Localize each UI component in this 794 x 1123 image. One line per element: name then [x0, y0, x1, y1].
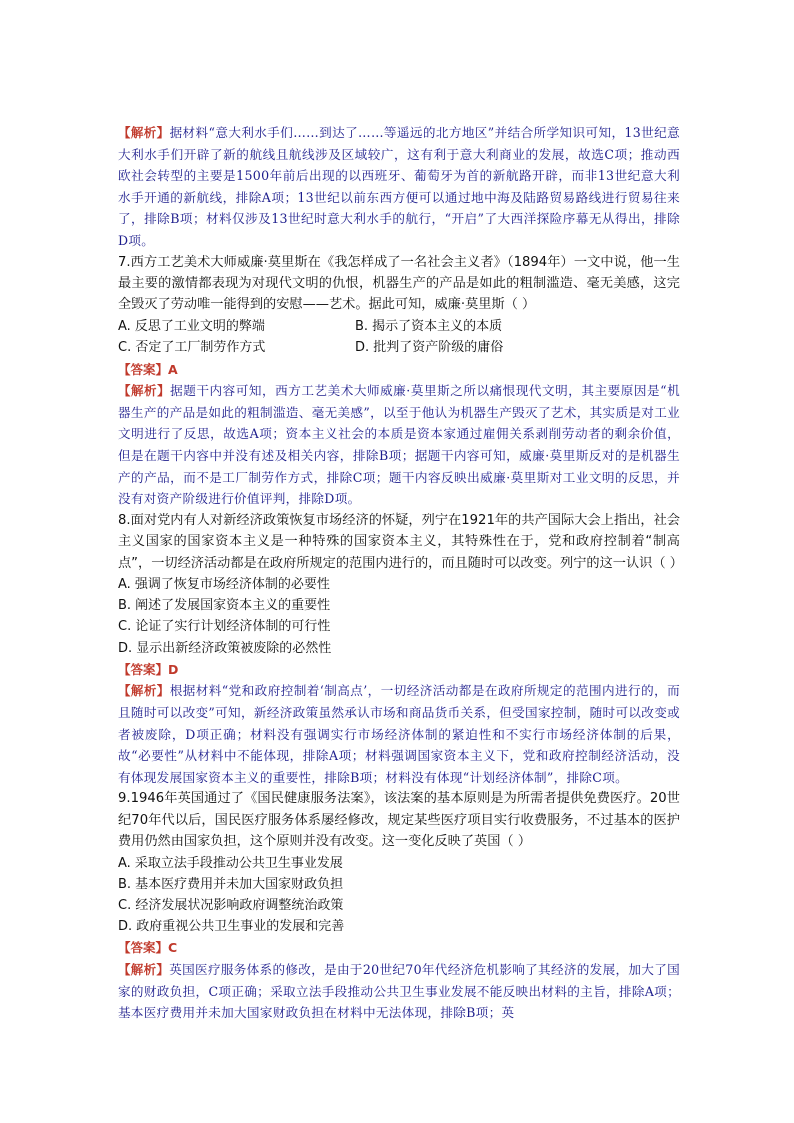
q7-option-b: B. 揭示了资本主义的本质 — [355, 318, 503, 334]
analysis-tag: 【解析】 — [118, 961, 170, 977]
q6-analysis — [118, 122, 680, 252]
q9-option-a: A. 采取立法手段推动公共卫生事业发展 — [118, 855, 343, 871]
q8-stem: 8.面对党内有人对新经济政策恢复市场经济的怀疑，列宁在1921年的共产国际大会上指出，社会主义国家的国家资本主义是一种特殊的国家资本主义，其特殊性在于，党和政府控制着“制高点”，一切经济活动都是在政府所规定的范围内进行的，而且随时可以改变。列宁的这一认识（ ） — [118, 512, 683, 571]
q8-answer — [118, 659, 680, 681]
q9-answer — [118, 937, 680, 959]
q9-option-d: D. 政府重视公共卫生事业的发展和完善 — [118, 919, 345, 935]
answer-value: D — [168, 661, 179, 677]
q8-option-b: B. 阐述了发展国家资本主义的重要性 — [118, 598, 331, 614]
analysis-text: 据题干内容可知，西方工艺美术大师威廉·莫里斯之所以痛恨现代文明，其主要原因是“机器生产的产品是如此的粗制滥造、毫无美感”，以至于他认为机器生产毁灭了艺术，其实质是对工业文明进行了反思，故选A项；资本主义社会的本质是资本家通过雇佣关系剥削劳动者的剩余价值，但是在题干内容中并没有述及相关内容，排除B项；据题干内容可知，威廉·莫里斯反对的是机器生产的产品，而不是工厂制劳作方式，排除C项；题干内容反映出威廉·莫里斯对工业文明的反思，并没有对资产阶级进行价值评判，排除D项。 — [118, 383, 680, 507]
analysis-tag: 【解析】 — [118, 683, 170, 699]
answer-value: C — [168, 940, 178, 956]
analysis-text: 根据材料“党和政府控制着‘制高点’，一切经济活动都是在政府所规定的范围内进行的，而且随时可以改变”可知，新经济政策虽然承认市场和商品货币关系，但受国家控制，随时可以改变或者被废除，D项正确；材料没有强调实行市场经济体制的紧迫性和不实行市场经济体制的后果，故“必要性”从材料中不能体现，排除A项；材料强调国家资本主义下，党和政府控制经济活动，没有体现发展国家资本主义的重要性，排除B项；材料没有体现“计划经济体制”，排除C项。 — [118, 683, 680, 785]
q8-option-a: A. 强调了恢复市场经济体制的必要性 — [118, 576, 330, 592]
analysis-tag: 【解析】 — [118, 125, 170, 140]
q9-option-b: B. 基本医疗费用并未加大国家财政负担 — [118, 876, 344, 892]
q9-analysis — [118, 959, 680, 1024]
q7-options — [118, 316, 680, 359]
q7-analysis — [118, 380, 680, 510]
analysis-tag: 【解析】 — [118, 383, 171, 399]
answer-tag: 【答案】 — [118, 661, 169, 677]
q8-analysis — [118, 680, 680, 788]
q7-option-c: C. 否定了工厂制劳作方式 — [118, 340, 266, 356]
q9-option-c: C. 经济发展状况影响政府调整统治政策 — [118, 897, 344, 913]
analysis-text: 英国医疗服务体系的修改，是由于20世纪70年代经济危机影响了其经济的发展，加大了国家的财政负担，C项正确；采取立法手段推动公共卫生事业发展不能反映出材料的主旨，排除A项；基本医疗费用并未加大国家财政负担在材料中无法体现，排除B项；英 — [118, 961, 680, 1021]
document-page — [118, 122, 683, 1024]
q7-answer — [118, 359, 680, 381]
q7-stem: 7.西方工艺美术大师威廉·莫里斯在《我怎样成了一名社会主义者》（1894年）一文中说，他一生最主要的激情都表现为对现代文明的仇恨，机器生产的产品是如此的粗制滥造、毫无美感，这完全毁灭了劳动唯一能得到的安慰——艺术。据此可知，威廉·莫里斯（ ） — [118, 254, 680, 313]
answer-value: A — [168, 361, 178, 377]
q9-stem: 9.1946年英国通过了《国民健康服务法案》，该法案的基本原则是为所需者提供免费医疗。20世纪70年代以后，国民医疗服务体系屡经修改，规定某些医疗项目实行收费服务，不过基本的医护费用仍然由国家负担，这个原则并没有改变。这一变化反映了英国（ ） — [118, 791, 680, 850]
answer-tag: 【答案】 — [118, 940, 169, 956]
q8-option-c: C. 论证了实行计划经济体制的可行性 — [118, 619, 331, 635]
q8-option-d: D. 显示出新经济政策被废除的必然性 — [118, 640, 332, 656]
q7-option-a: A. 反思了工业文明的弊端 — [118, 318, 265, 334]
analysis-text: 据材料“意大利水手们……到达了……等遥远的北方地区”并结合所学知识可知，13世纪意大利水手们开辟了新的航线且航线涉及区域较广，这有利于意大利商业的发展，故选C项；推动西欧社会转型的主要是1500年前后出现的以西班牙、葡萄牙为首的新航路开辟，而非13世纪意大利水手开通的新航线，排除A项；13世纪以前东西方便可以通过地中海及陆路贸易路线进行贸易往来了，排除B项；材料仅涉及13世纪时意大利水手的航行，“开启”了大西洋探险序幕无从得出，排除D项。 — [118, 125, 681, 248]
answer-tag: 【答案】 — [118, 361, 169, 377]
q7-option-d: D. 批判了资产阶级的庸俗 — [355, 340, 504, 356]
